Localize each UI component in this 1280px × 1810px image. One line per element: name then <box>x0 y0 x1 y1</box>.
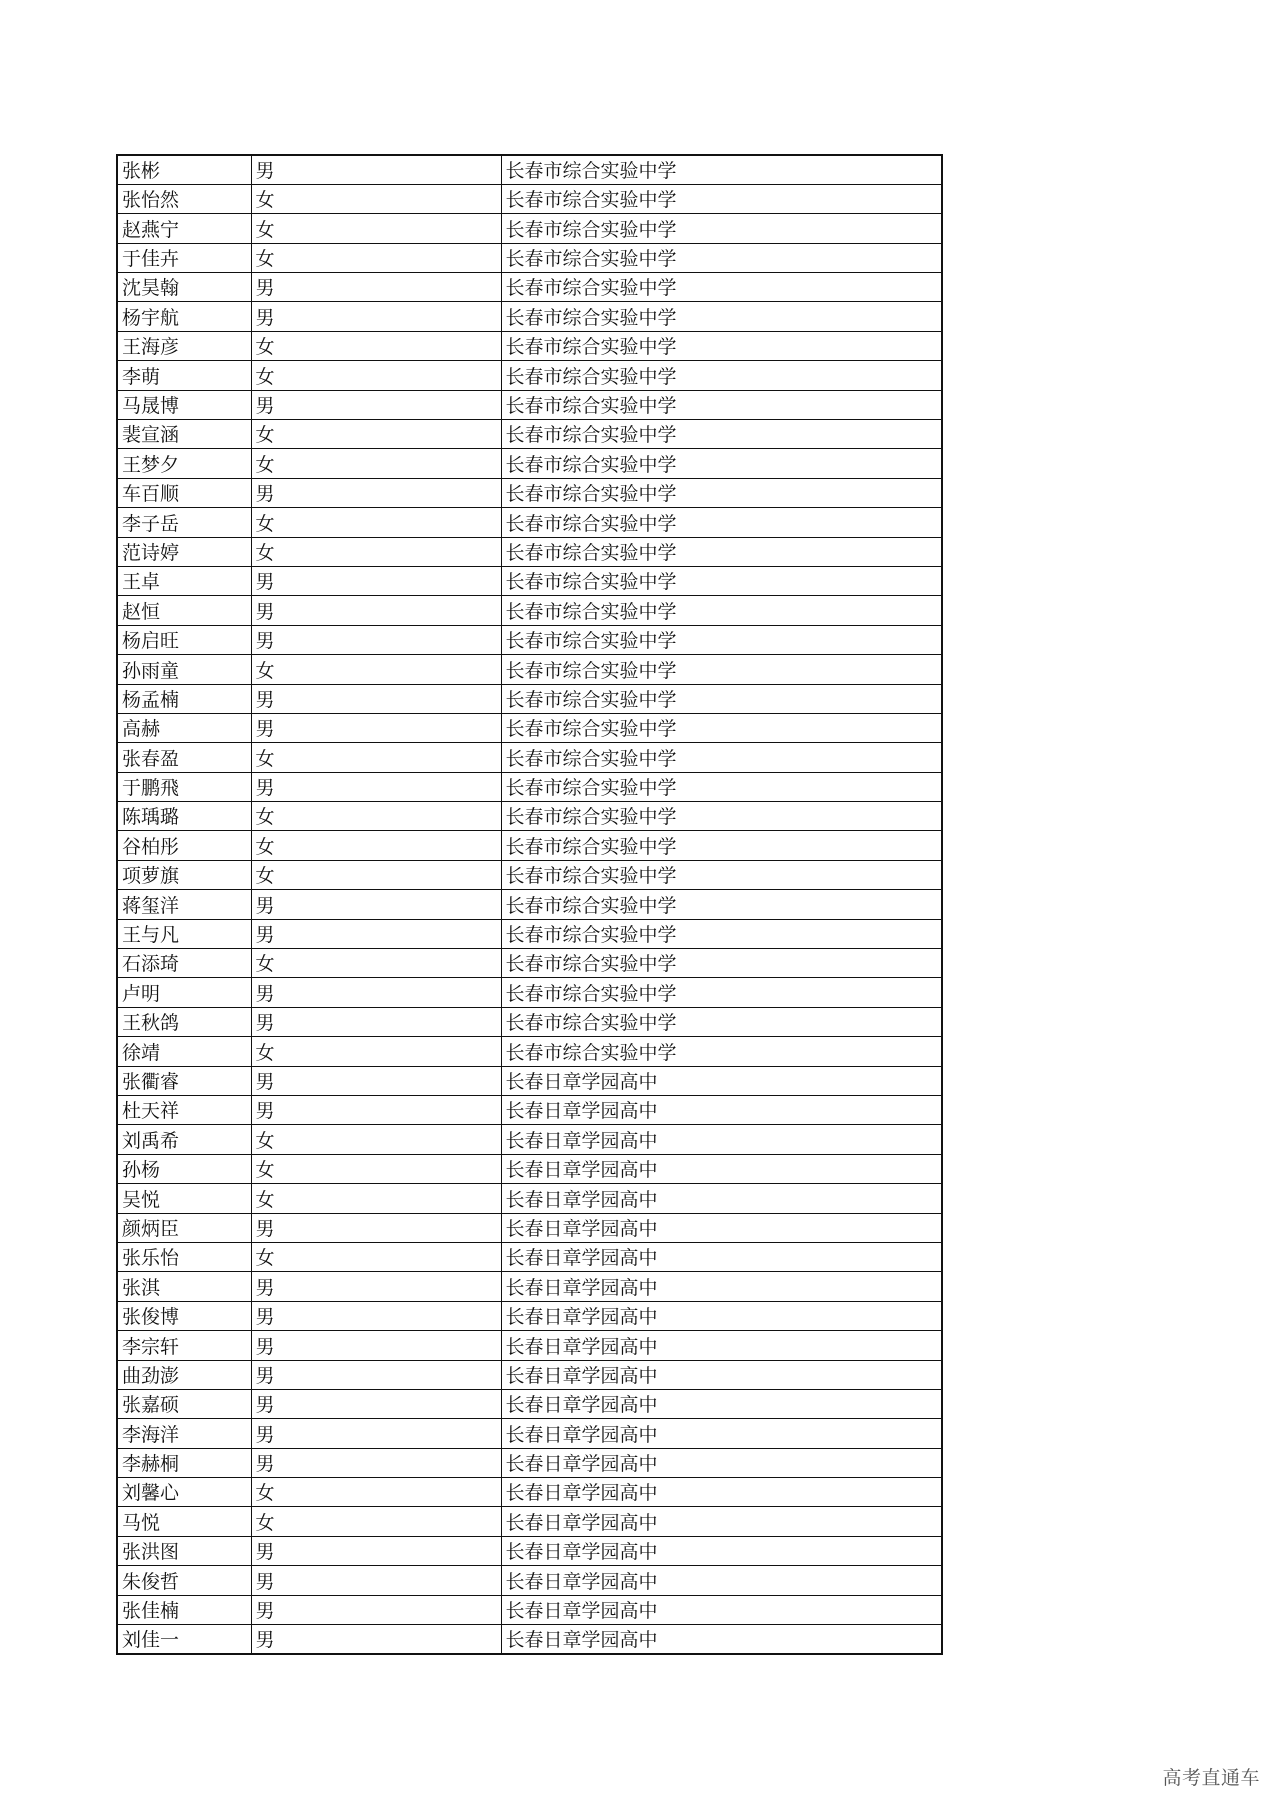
table-row <box>117 1066 942 1095</box>
student-name-cell: 刘佳一 <box>117 1625 251 1654</box>
table-row <box>117 625 942 654</box>
school-cell: 长春日章学园高中 <box>501 1566 942 1595</box>
student-name-cell: 张淇 <box>117 1272 251 1301</box>
school-cell: 长春市综合实验中学 <box>501 1037 942 1066</box>
gender-cell: 男 <box>251 890 501 919</box>
student-name-cell: 王卓 <box>117 566 251 595</box>
gender-cell: 女 <box>251 1242 501 1271</box>
table-row <box>117 802 942 831</box>
gender-cell: 男 <box>251 390 501 419</box>
table-row <box>117 919 942 948</box>
table-row <box>117 1478 942 1507</box>
gender-cell: 女 <box>251 1184 501 1213</box>
table-row <box>117 1301 942 1330</box>
school-cell: 长春市综合实验中学 <box>501 684 942 713</box>
school-cell: 长春市综合实验中学 <box>501 978 942 1007</box>
school-cell: 长春市综合实验中学 <box>501 890 942 919</box>
table-row <box>117 214 942 243</box>
gender-cell: 女 <box>251 508 501 537</box>
table-row <box>117 361 942 390</box>
student-name-cell: 王与凡 <box>117 919 251 948</box>
table-row <box>117 1007 942 1036</box>
gender-cell: 女 <box>251 743 501 772</box>
gender-cell: 女 <box>251 184 501 213</box>
student-name-cell: 张嘉硕 <box>117 1389 251 1418</box>
table-row <box>117 1507 942 1536</box>
school-cell: 长春日章学园高中 <box>501 1595 942 1624</box>
student-name-cell: 赵恒 <box>117 596 251 625</box>
student-name-cell: 李赫桐 <box>117 1448 251 1477</box>
student-name-cell: 杨宇航 <box>117 302 251 331</box>
school-cell: 长春日章学园高中 <box>501 1125 942 1154</box>
student-name-cell: 张洪图 <box>117 1536 251 1565</box>
gender-cell: 女 <box>251 537 501 566</box>
table-row <box>117 890 942 919</box>
table-row <box>117 1448 942 1477</box>
student-name-cell: 颜炳臣 <box>117 1213 251 1242</box>
table-row <box>117 1625 942 1654</box>
school-cell: 长春日章学园高中 <box>501 1154 942 1183</box>
student-name-cell: 杜天祥 <box>117 1096 251 1125</box>
gender-cell: 男 <box>251 1625 501 1654</box>
school-cell: 长春日章学园高中 <box>501 1419 942 1448</box>
gender-cell: 男 <box>251 1301 501 1330</box>
student-name-cell: 赵燕宁 <box>117 214 251 243</box>
student-name-cell: 朱俊哲 <box>117 1566 251 1595</box>
table-row <box>117 1242 942 1271</box>
student-name-cell: 孙杨 <box>117 1154 251 1183</box>
gender-cell: 男 <box>251 1536 501 1565</box>
gender-cell: 男 <box>251 1096 501 1125</box>
table-row <box>117 713 942 742</box>
gender-cell: 男 <box>251 772 501 801</box>
school-cell: 长春市综合实验中学 <box>501 302 942 331</box>
school-cell: 长春市综合实验中学 <box>501 831 942 860</box>
student-roster-table <box>116 154 943 1655</box>
table-row <box>117 1213 942 1242</box>
school-cell: 长春日章学园高中 <box>501 1478 942 1507</box>
gender-cell: 男 <box>251 919 501 948</box>
school-cell: 长春日章学园高中 <box>501 1389 942 1418</box>
gender-cell: 男 <box>251 566 501 595</box>
table-row <box>117 978 942 1007</box>
table-row <box>117 331 942 360</box>
student-name-cell: 张佳楠 <box>117 1595 251 1624</box>
school-cell: 长春市综合实验中学 <box>501 420 942 449</box>
table-row <box>117 155 942 184</box>
gender-cell: 男 <box>251 155 501 184</box>
table-row <box>117 1331 942 1360</box>
table-row <box>117 184 942 213</box>
table-row <box>117 537 942 566</box>
gender-cell: 男 <box>251 1066 501 1095</box>
student-name-cell: 张俊博 <box>117 1301 251 1330</box>
roster-body <box>117 155 942 1654</box>
gender-cell: 女 <box>251 1507 501 1536</box>
gender-cell: 女 <box>251 655 501 684</box>
student-name-cell: 马悦 <box>117 1507 251 1536</box>
school-cell: 长春市综合实验中学 <box>501 949 942 978</box>
student-name-cell: 杨启旺 <box>117 625 251 654</box>
gender-cell: 男 <box>251 302 501 331</box>
school-cell: 长春市综合实验中学 <box>501 449 942 478</box>
table-row <box>117 1566 942 1595</box>
student-name-cell: 沈昊翰 <box>117 273 251 302</box>
gender-cell: 女 <box>251 243 501 272</box>
student-name-cell: 李宗轩 <box>117 1331 251 1360</box>
student-name-cell: 李萌 <box>117 361 251 390</box>
student-name-cell: 张乐怡 <box>117 1242 251 1271</box>
table-row <box>117 449 942 478</box>
student-name-cell: 裴宣涵 <box>117 420 251 449</box>
school-cell: 长春市综合实验中学 <box>501 508 942 537</box>
student-name-cell: 张春盈 <box>117 743 251 772</box>
table-row <box>117 390 942 419</box>
school-cell: 长春市综合实验中学 <box>501 537 942 566</box>
gender-cell: 男 <box>251 1272 501 1301</box>
student-name-cell: 徐靖 <box>117 1037 251 1066</box>
student-name-cell: 王海彦 <box>117 331 251 360</box>
school-cell: 长春市综合实验中学 <box>501 772 942 801</box>
table-row <box>117 655 942 684</box>
gender-cell: 男 <box>251 1448 501 1477</box>
school-cell: 长春日章学园高中 <box>501 1507 942 1536</box>
gender-cell: 男 <box>251 713 501 742</box>
gender-cell: 男 <box>251 1566 501 1595</box>
student-name-cell: 项萝旗 <box>117 860 251 889</box>
table-row <box>117 1389 942 1418</box>
school-cell: 长春日章学园高中 <box>501 1066 942 1095</box>
school-cell: 长春日章学园高中 <box>501 1331 942 1360</box>
gender-cell: 男 <box>251 596 501 625</box>
table-row <box>117 273 942 302</box>
table-row <box>117 1360 942 1389</box>
school-cell: 长春日章学园高中 <box>501 1272 942 1301</box>
gender-cell: 男 <box>251 1360 501 1389</box>
gender-cell: 女 <box>251 449 501 478</box>
table-row <box>117 1419 942 1448</box>
student-name-cell: 吴悦 <box>117 1184 251 1213</box>
school-cell: 长春日章学园高中 <box>501 1448 942 1477</box>
school-cell: 长春市综合实验中学 <box>501 361 942 390</box>
school-cell: 长春市综合实验中学 <box>501 743 942 772</box>
school-cell: 长春市综合实验中学 <box>501 1007 942 1036</box>
student-name-cell: 刘馨心 <box>117 1478 251 1507</box>
school-cell: 长春市综合实验中学 <box>501 802 942 831</box>
table-row <box>117 478 942 507</box>
table-row <box>117 596 942 625</box>
table-row <box>117 1037 942 1066</box>
school-cell: 长春日章学园高中 <box>501 1184 942 1213</box>
school-cell: 长春市综合实验中学 <box>501 273 942 302</box>
school-cell: 长春市综合实验中学 <box>501 919 942 948</box>
table-row <box>117 684 942 713</box>
school-cell: 长春日章学园高中 <box>501 1625 942 1654</box>
table-row <box>117 1154 942 1183</box>
gender-cell: 男 <box>251 273 501 302</box>
student-name-cell: 王梦夕 <box>117 449 251 478</box>
gender-cell: 男 <box>251 684 501 713</box>
school-cell: 长春市综合实验中学 <box>501 596 942 625</box>
gender-cell: 男 <box>251 1213 501 1242</box>
gender-cell: 男 <box>251 1389 501 1418</box>
table-row <box>117 743 942 772</box>
gender-cell: 女 <box>251 949 501 978</box>
student-name-cell: 于佳卉 <box>117 243 251 272</box>
student-name-cell: 李海洋 <box>117 1419 251 1448</box>
table-row <box>117 860 942 889</box>
school-cell: 长春日章学园高中 <box>501 1242 942 1271</box>
school-cell: 长春日章学园高中 <box>501 1213 942 1242</box>
school-cell: 长春日章学园高中 <box>501 1360 942 1389</box>
table-row <box>117 1272 942 1301</box>
school-cell: 长春市综合实验中学 <box>501 243 942 272</box>
school-cell: 长春市综合实验中学 <box>501 155 942 184</box>
school-cell: 长春市综合实验中学 <box>501 655 942 684</box>
gender-cell: 男 <box>251 978 501 1007</box>
student-name-cell: 蒋玺洋 <box>117 890 251 919</box>
gender-cell: 男 <box>251 625 501 654</box>
gender-cell: 女 <box>251 1037 501 1066</box>
student-name-cell: 石添琦 <box>117 949 251 978</box>
gender-cell: 男 <box>251 1007 501 1036</box>
school-cell: 长春市综合实验中学 <box>501 214 942 243</box>
student-name-cell: 马晟博 <box>117 390 251 419</box>
gender-cell: 女 <box>251 1125 501 1154</box>
watermark: 高考直通车 <box>1162 1767 1260 1789</box>
gender-cell: 女 <box>251 802 501 831</box>
school-cell: 长春市综合实验中学 <box>501 713 942 742</box>
gender-cell: 女 <box>251 1154 501 1183</box>
table-row <box>117 1184 942 1213</box>
gender-cell: 男 <box>251 1419 501 1448</box>
gender-cell: 女 <box>251 420 501 449</box>
school-cell: 长春日章学园高中 <box>501 1096 942 1125</box>
school-cell: 长春市综合实验中学 <box>501 478 942 507</box>
gender-cell: 女 <box>251 831 501 860</box>
school-cell: 长春日章学园高中 <box>501 1301 942 1330</box>
gender-cell: 女 <box>251 361 501 390</box>
student-name-cell: 李子岳 <box>117 508 251 537</box>
gender-cell: 女 <box>251 860 501 889</box>
student-name-cell: 张怡然 <box>117 184 251 213</box>
table-row <box>117 1096 942 1125</box>
student-name-cell: 张衢睿 <box>117 1066 251 1095</box>
school-cell: 长春市综合实验中学 <box>501 625 942 654</box>
table-row <box>117 302 942 331</box>
table-row <box>117 1536 942 1565</box>
table-row <box>117 1595 942 1624</box>
school-cell: 长春市综合实验中学 <box>501 331 942 360</box>
table-row <box>117 772 942 801</box>
student-name-cell: 孙雨童 <box>117 655 251 684</box>
gender-cell: 男 <box>251 478 501 507</box>
student-name-cell: 张彬 <box>117 155 251 184</box>
table-row <box>117 831 942 860</box>
student-name-cell: 杨孟楠 <box>117 684 251 713</box>
gender-cell: 女 <box>251 214 501 243</box>
student-name-cell: 曲劲澎 <box>117 1360 251 1389</box>
student-name-cell: 谷柏彤 <box>117 831 251 860</box>
table-row <box>117 243 942 272</box>
student-name-cell: 于鹏飛 <box>117 772 251 801</box>
school-cell: 长春市综合实验中学 <box>501 860 942 889</box>
gender-cell: 女 <box>251 331 501 360</box>
student-name-cell: 车百顺 <box>117 478 251 507</box>
school-cell: 长春市综合实验中学 <box>501 184 942 213</box>
table-row <box>117 566 942 595</box>
student-name-cell: 卢明 <box>117 978 251 1007</box>
gender-cell: 男 <box>251 1595 501 1624</box>
gender-cell: 男 <box>251 1331 501 1360</box>
school-cell: 长春日章学园高中 <box>501 1536 942 1565</box>
student-name-cell: 陈瑀璐 <box>117 802 251 831</box>
student-name-cell: 刘禹希 <box>117 1125 251 1154</box>
student-name-cell: 范诗婷 <box>117 537 251 566</box>
table-row <box>117 508 942 537</box>
student-name-cell: 高赫 <box>117 713 251 742</box>
table-row <box>117 1125 942 1154</box>
table-row <box>117 949 942 978</box>
student-name-cell: 王秋鸽 <box>117 1007 251 1036</box>
table-row <box>117 420 942 449</box>
school-cell: 长春市综合实验中学 <box>501 390 942 419</box>
school-cell: 长春市综合实验中学 <box>501 566 942 595</box>
gender-cell: 女 <box>251 1478 501 1507</box>
